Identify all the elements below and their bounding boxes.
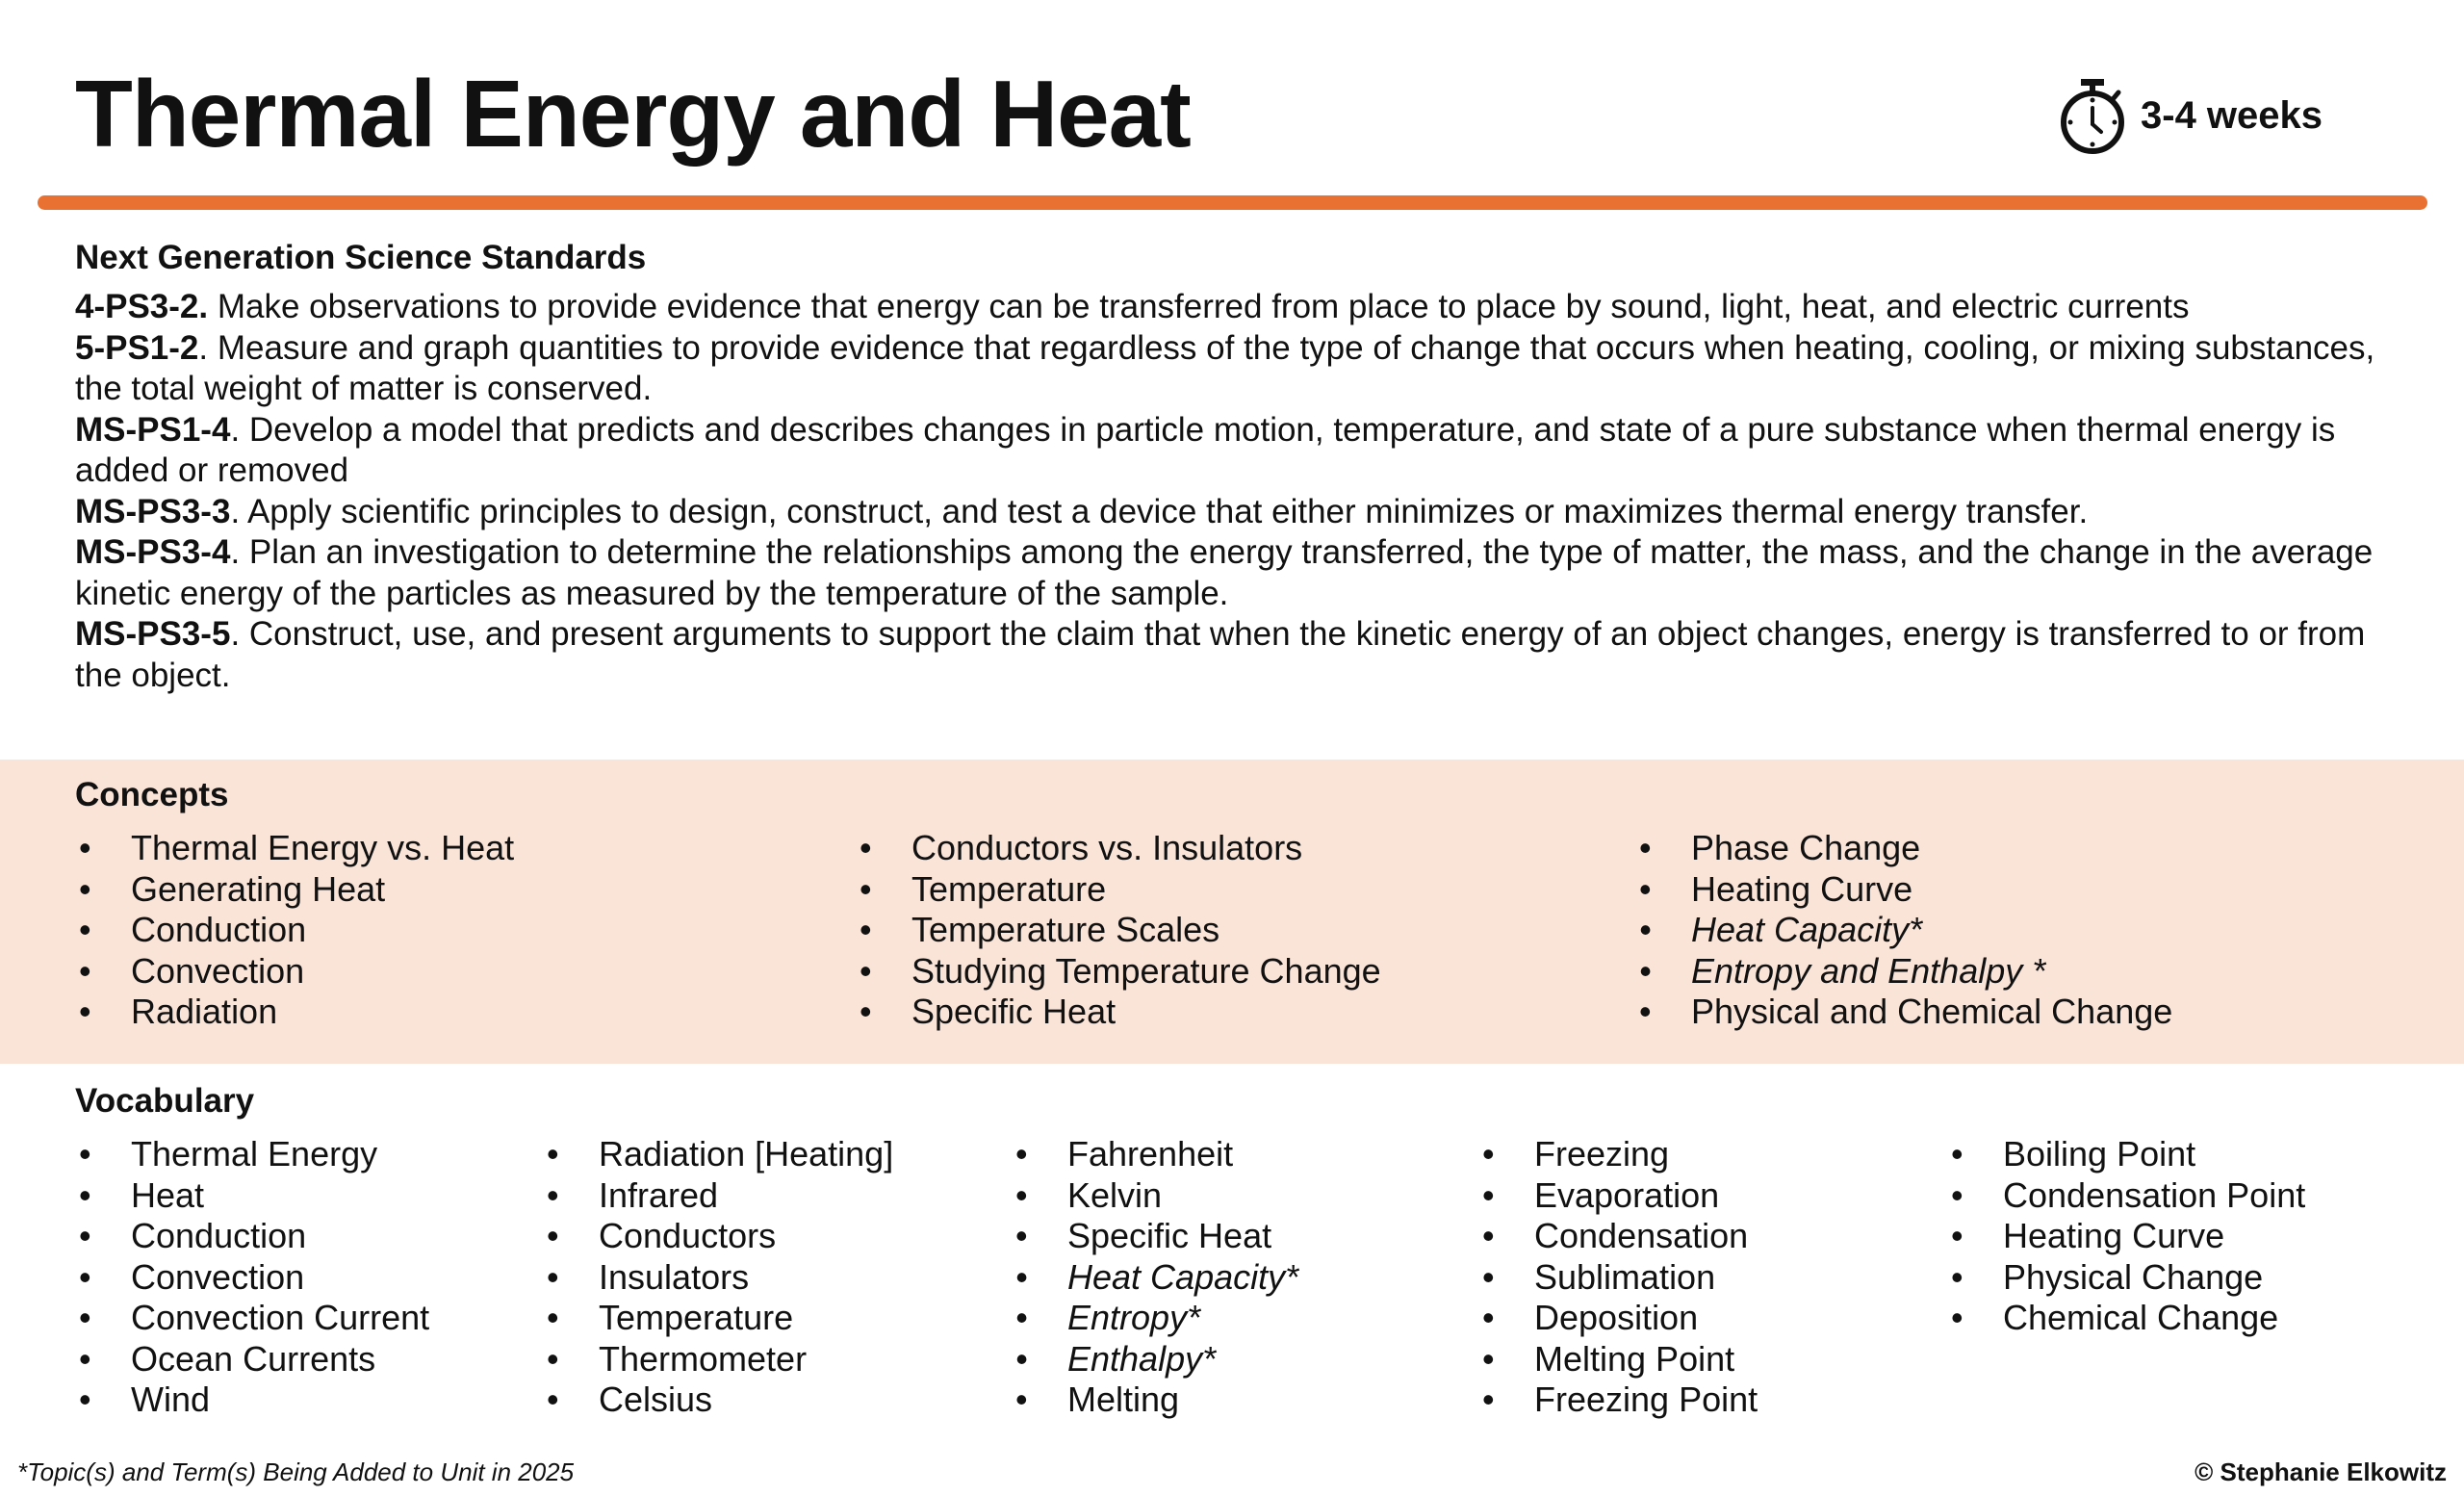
vocabulary-item: • Infrared bbox=[547, 1175, 893, 1217]
vocabulary-item: • Freezing bbox=[1482, 1134, 1758, 1175]
concept-item: • Heating Curve bbox=[1639, 869, 2172, 911]
concept-item: • Convection bbox=[79, 951, 514, 993]
standard-text: . Apply scientific principles to design, construct, and test a device that either minimizes or maximizes thermal energy transfer. bbox=[230, 492, 2089, 530]
vocabulary-item: • Condensation Point bbox=[1951, 1175, 2305, 1217]
concept-item: • Radiation bbox=[79, 992, 514, 1033]
accent-divider bbox=[38, 195, 2427, 210]
vocabulary-item: • Freezing Point bbox=[1482, 1380, 1758, 1421]
concept-item: • Temperature bbox=[860, 869, 1381, 911]
vocabulary-item: • Fahrenheit bbox=[1015, 1134, 1298, 1175]
vocabulary-item: • Chemical Change bbox=[1951, 1298, 2305, 1339]
vocabulary-item: • Entropy* bbox=[1015, 1298, 1298, 1339]
concept-item: • Entropy and Enthalpy * bbox=[1639, 951, 2172, 993]
vocabulary-item: • Physical Change bbox=[1951, 1257, 2305, 1299]
vocabulary-item: • Specific Heat bbox=[1015, 1216, 1298, 1257]
vocabulary-item: • Melting Point bbox=[1482, 1339, 1758, 1380]
vocabulary-item: • Insulators bbox=[547, 1257, 893, 1299]
vocabulary-item: • Heating Curve bbox=[1951, 1216, 2305, 1257]
concept-item: • Thermal Energy vs. Heat bbox=[79, 828, 514, 869]
standard-text: . Plan an investigation to determine the relationships among the energy transferred, the type of matter, the mass, and the change in the average kinetic energy of the particles as measured by the temperature of the sample. bbox=[75, 533, 2374, 612]
vocabulary-heading: Vocabulary bbox=[75, 1082, 255, 1120]
concept-item: • Physical and Chemical Change bbox=[1639, 992, 2172, 1033]
concept-item: • Specific Heat bbox=[860, 992, 1381, 1033]
standard-text: . Construct, use, and present arguments to support the claim that when the kinetic energy of an object changes, energy is transferred to or from the object. bbox=[75, 615, 2366, 694]
vocabulary-item: • Radiation [Heating] bbox=[547, 1134, 893, 1175]
vocabulary-item: • Sublimation bbox=[1482, 1257, 1758, 1299]
vocabulary-column bbox=[1015, 1134, 1298, 1421]
vocabulary-item: • Heat Capacity* bbox=[1015, 1257, 1298, 1299]
standards-heading: Next Generation Science Standards bbox=[75, 239, 647, 276]
standard-code: MS-PS1-4 bbox=[75, 410, 231, 449]
standard-item bbox=[75, 492, 2404, 533]
vocabulary-item: • Celsius bbox=[547, 1380, 893, 1421]
standard-item bbox=[75, 614, 2404, 696]
standard-code: MS-PS3-4 bbox=[75, 533, 231, 571]
vocabulary-item: • Convection Current bbox=[79, 1298, 429, 1339]
vocabulary-item: • Boiling Point bbox=[1951, 1134, 2305, 1175]
vocabulary-item: • Conduction bbox=[79, 1216, 429, 1257]
vocabulary-column bbox=[1951, 1134, 2305, 1339]
standard-text: Make observations to provide evidence that energy can be transferred from place to place by sound, light, heat, and electric currents bbox=[208, 288, 2190, 325]
standard-code: 4-PS3-2. bbox=[75, 288, 209, 325]
concept-item: • Heat Capacity* bbox=[1639, 910, 2172, 951]
duration-label: 3-4 weeks bbox=[2141, 93, 2323, 137]
standard-code: MS-PS3-5 bbox=[75, 615, 231, 653]
vocabulary-item: • Convection bbox=[79, 1257, 429, 1299]
standard-item bbox=[75, 410, 2404, 492]
concept-item: • Temperature Scales bbox=[860, 910, 1381, 951]
standard-code: 5-PS1-2 bbox=[75, 328, 199, 367]
vocabulary-item: • Condensation bbox=[1482, 1216, 1758, 1257]
vocabulary-item: • Thermal Energy bbox=[79, 1134, 429, 1175]
vocabulary-item: • Conductors bbox=[547, 1216, 893, 1257]
page-title: Thermal Energy and Heat bbox=[75, 61, 1191, 167]
vocabulary-item: • Temperature bbox=[547, 1298, 893, 1339]
concept-item: • Studying Temperature Change bbox=[860, 951, 1381, 993]
vocabulary-item: • Kelvin bbox=[1015, 1175, 1298, 1217]
concept-item: • Conduction bbox=[79, 910, 514, 951]
footnote: *Topic(s) and Term(s) Being Added to Unit in 2025 bbox=[17, 1457, 575, 1486]
standard-item bbox=[75, 328, 2404, 410]
concepts-column bbox=[860, 828, 1381, 1033]
vocabulary-column bbox=[79, 1134, 429, 1421]
vocabulary-item: • Enthalpy* bbox=[1015, 1339, 1298, 1380]
vocabulary-column bbox=[547, 1134, 893, 1421]
copyright: © Stephanie Elkowitz bbox=[2194, 1457, 2447, 1486]
standard-item bbox=[75, 532, 2404, 614]
standards-list bbox=[75, 287, 2404, 696]
standard-text: . Develop a model that predicts and describes changes in particle motion, temperature, and state of a pure substance when thermal energy is added or removed bbox=[75, 410, 2336, 489]
standard-text: . Measure and graph quantities to provide evidence that regardless of the type of change that occurs when heating, cooling, or mixing substances, the total weight of matter is conserved. bbox=[75, 328, 2375, 407]
standard-code: MS-PS3-3 bbox=[75, 492, 231, 530]
duration bbox=[2058, 77, 2323, 154]
vocabulary-item: • Deposition bbox=[1482, 1298, 1758, 1339]
standard-item bbox=[75, 287, 2404, 328]
concept-item: • Phase Change bbox=[1639, 828, 2172, 869]
vocabulary-item: • Wind bbox=[79, 1380, 429, 1421]
vocabulary-item: • Thermometer bbox=[547, 1339, 893, 1380]
concept-item: • Conductors vs. Insulators bbox=[860, 828, 1381, 869]
vocabulary-item: • Heat bbox=[79, 1175, 429, 1217]
concepts-column bbox=[1639, 828, 2172, 1033]
concepts-heading: Concepts bbox=[75, 776, 229, 813]
vocabulary-item: • Ocean Currents bbox=[79, 1339, 429, 1380]
concept-item: • Generating Heat bbox=[79, 869, 514, 911]
vocabulary-item: • Evaporation bbox=[1482, 1175, 1758, 1217]
stopwatch-icon bbox=[2058, 77, 2127, 154]
vocabulary-column bbox=[1482, 1134, 1758, 1421]
concepts-column bbox=[79, 828, 514, 1033]
vocabulary-item: • Melting bbox=[1015, 1380, 1298, 1421]
